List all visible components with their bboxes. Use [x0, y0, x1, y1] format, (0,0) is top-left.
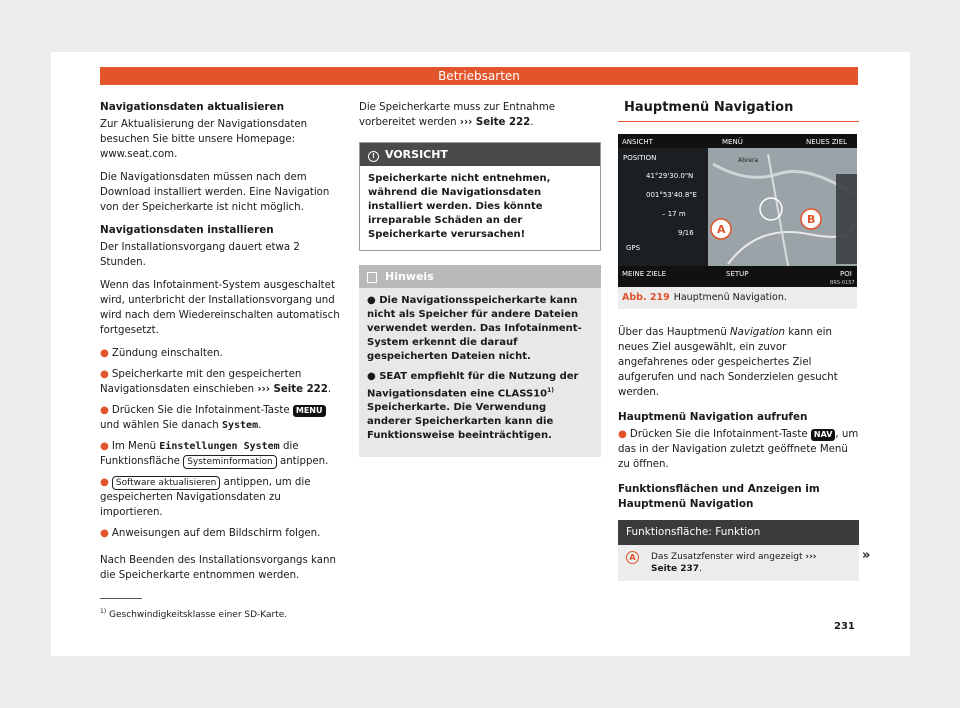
footnote: $^{1)}$ Geschwindigkeitsklasse einer SD-Karte. — [100, 608, 288, 620]
callout-a-icon: A — [626, 551, 639, 564]
step-item: ● Software aktualisieren antippen, um die gespeicherten Navigationsdaten zu importieren. — [100, 477, 311, 518]
paragraph: Die Navigationsdaten müssen nach dem Download installiert werden. Eine Navigation von der Speicherkarte ist nicht möglich. — [100, 172, 330, 213]
note-title: Hinweis — [359, 265, 601, 288]
step-item: ● Zündung einschalten. — [100, 348, 223, 359]
paragraph: Nach Beenden des Installationsvorgangs kann die Speicherkarte entnommen werden. — [100, 555, 336, 581]
menu-code: Einstellungen System — [159, 441, 280, 452]
left-column — [100, 100, 345, 591]
menu-code: System — [221, 420, 259, 431]
paragraph: Wenn das Infotainment-System ausgeschaltet wird, unterbricht der Installationsvorgang und wird nach dem Wiedereinschalten automatisch fortgesetzt. — [100, 280, 340, 336]
page-link[interactable]: ››› Seite 222 — [459, 117, 531, 128]
bullet-icon: ● — [100, 369, 109, 380]
bullet-icon: ● — [618, 429, 627, 440]
middle-column — [359, 100, 601, 457]
menu-key-icon: MENU — [293, 405, 326, 417]
bullet-icon: ● — [367, 295, 380, 306]
page-number: 231 — [834, 621, 855, 632]
section-title: Hauptmenü Navigation — [618, 100, 859, 122]
heading-install: Navigationsdaten installieren — [100, 224, 274, 236]
svg-text:001°53'40.8"E: 001°53'40.8"E — [646, 191, 697, 199]
svg-text:MENÜ: MENÜ — [722, 138, 743, 146]
svg-text:MEINE ZIELE: MEINE ZIELE — [622, 270, 667, 278]
bullet-icon: ● — [100, 348, 109, 359]
bullet-icon: ● — [100, 441, 109, 452]
paragraph: Der Installationsvorgang dauert etwa 2 Stunden. — [100, 242, 300, 268]
note-item: ● SEAT empfiehlt für die Nutzung der Navigationsdaten eine CLASS10$^{1)}$ Speicherkarte. Die Verwendung anderer Speicherkarten kann die Funktionsweise beeinträchtigen. — [367, 371, 579, 442]
svg-text:POI: POI — [840, 270, 852, 278]
svg-text:9/16: 9/16 — [678, 229, 694, 237]
caution-title: ! VORSICHT — [360, 143, 600, 166]
step-item: ● Drücken Sie die Infotainment-Taste NAV , um das in der Navigation zuletzt geöffnete Menü zu öffnen. — [618, 429, 859, 470]
svg-text:B: B — [807, 213, 816, 226]
figure-caption: Abb. 219 Hauptmenü Navigation. — [618, 287, 857, 309]
nav-key-icon: NAV — [811, 429, 836, 441]
paragraph: Über das Hauptmenü Navigation kann ein neues Ziel ausgewählt, ein zuvor angefahrenes oder gespeichertes Ziel aufgerufen und nach Sonderzielen gesucht werden. — [618, 327, 838, 398]
bullet-icon: ● — [100, 405, 109, 416]
table-header: Funktionsfläche: Funktion — [618, 520, 859, 545]
bullet-icon: ● — [100, 477, 109, 488]
step-item: ● Drücken Sie die Infotainment-Taste MENU und wählen Sie danach System. — [100, 403, 345, 433]
svg-text:ANSICHT: ANSICHT — [622, 138, 653, 146]
caution-body: Speicherkarte nicht entnehmen, während die Navigationsdaten installiert werden. Dies könnte irreparable Schäden an der Speicherkarte verursachen! — [368, 173, 551, 240]
heading-update: Navigationsdaten aktualisieren — [100, 101, 285, 113]
heading-functions: Funktionsflächen und Anzeigen im Hauptmenü Navigation — [618, 483, 820, 510]
table-row: A Das Zusatzfenster wird angezeigt ››› Seite 237. — [618, 545, 859, 581]
step-item: ● Speicherkarte mit den gespeicherten Navigationsdaten einschieben ››› Seite 222. — [100, 369, 332, 395]
page-link[interactable]: ››› Seite 237 — [651, 552, 817, 574]
paragraph: Die Speicherkarte muss zur Entnahme vorbereitet werden ››› Seite 222. — [359, 102, 556, 128]
svg-text:– 17 m: – 17 m — [662, 210, 686, 218]
svg-text:A: A — [717, 223, 726, 236]
paragraph: Zur Aktualisierung der Navigationsdaten besuchen Sie bitte unsere Homepage: www.seat.com. — [100, 119, 308, 160]
svg-text:Abrera: Abrera — [738, 157, 759, 164]
right-column — [618, 100, 859, 581]
svg-text:BRS-0157: BRS-0157 — [830, 280, 855, 286]
function-button-label: Systeminformation — [183, 455, 277, 469]
navigation-screenshot — [618, 134, 857, 287]
continue-icon: » — [862, 548, 871, 563]
note-icon — [367, 272, 377, 283]
page-link[interactable]: ››› Seite 222 — [257, 384, 328, 395]
step-item: ● Anweisungen auf dem Bildschirm folgen. — [100, 528, 321, 539]
svg-text:POSITION: POSITION — [623, 154, 657, 162]
step-item: ● Im Menü Einstellungen System die Funktionsfläche Systeminformation antippen. — [100, 441, 329, 467]
svg-text:GPS: GPS — [626, 244, 641, 252]
bullet-icon: ● — [100, 528, 109, 539]
chapter-header: Betriebsarten — [100, 67, 858, 85]
function-button-label: Software aktualisieren — [112, 476, 220, 490]
note-box — [359, 265, 601, 457]
svg-text:SETUP: SETUP — [726, 270, 749, 278]
note-item: ● Die Navigationsspeicherkarte kann nicht als Speicher für andere Dateien verwendet werden. Das Infotainment-System erkennt die darauf gespeicherten Dateien nicht. — [367, 295, 582, 362]
nav-screen-image — [618, 134, 857, 287]
footnote-divider — [100, 598, 142, 599]
caution-box — [359, 142, 601, 251]
heading-open-menu: Hauptmenü Navigation aufrufen — [618, 411, 808, 423]
svg-text:41°29'30.0"N: 41°29'30.0"N — [646, 172, 694, 180]
caution-icon: ! — [368, 151, 379, 162]
bullet-icon: ● — [367, 371, 380, 382]
svg-text:NEUES ZIEL: NEUES ZIEL — [806, 138, 848, 146]
